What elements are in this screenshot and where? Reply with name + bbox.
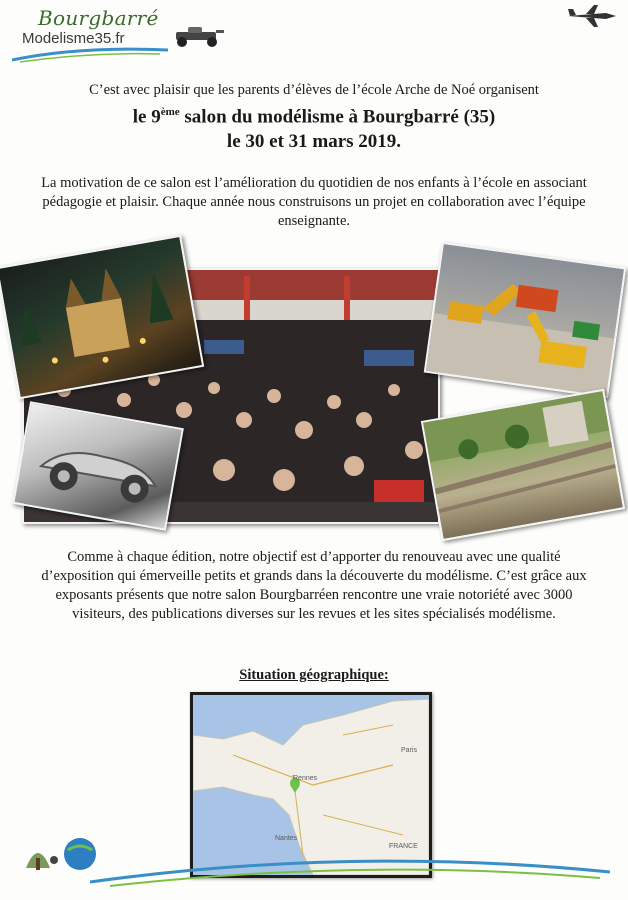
logo-title: Bourgbarré xyxy=(38,6,159,30)
objective-paragraph: Comme à chaque édition, notre objectif est d’apporter du renouveau avec une qualité d’exposition qui émerveille petits et grands dans la découverte du modélisme. C’est grâce aux exposants présents que notre salon Bourgbarréen rencontre une vraie notoriété avec 3000 visiteurs, des publications diverses sur les revues et les sites spécialisés modélisme. xyxy=(41,549,587,622)
logo-swoosh-icon xyxy=(10,42,170,64)
event-headline xyxy=(0,101,628,128)
intro-section xyxy=(0,82,628,153)
club-logo[interactable] xyxy=(10,4,160,60)
jet-plane-icon xyxy=(566,4,618,28)
headline-prefix: le 9 xyxy=(132,106,161,128)
page-header xyxy=(0,0,628,70)
intro-line: C’est avec plaisir que les parents d’élèves de l’école Arche de Noé organisent xyxy=(89,82,539,98)
logo-subtitle: Modelisme35.fr xyxy=(22,30,125,47)
map-label-nantes: Nantes xyxy=(275,835,298,842)
map-label-rennes: Rennes xyxy=(293,775,318,782)
school-logo-icon xyxy=(18,828,98,878)
race-car-icon xyxy=(168,24,226,48)
location-map[interactable] xyxy=(190,692,432,878)
footer-swoosh-icon xyxy=(90,852,610,892)
photo-collage xyxy=(0,244,628,536)
headline-rest: salon du modélisme à Bourgbarré (35) xyxy=(179,106,496,128)
motivation-paragraph: La motivation de ce salon est l’amélioration du quotidien de nos enfants à l’école en associant pédagogie et plaisir. Chaque année nous construisons un projet en collaboration avec l’équipe enseignante. xyxy=(41,175,587,229)
excavator-illustration xyxy=(426,244,624,396)
construction-models-photo xyxy=(424,242,627,399)
map-label-paris: Paris xyxy=(401,747,417,754)
railway-diorama-photo xyxy=(421,389,625,541)
map-label-france: FRANCE xyxy=(389,843,418,850)
event-dates: le 30 et 31 mars 2019. xyxy=(226,131,402,153)
headline-sup: ème xyxy=(160,106,180,118)
landscape-illustration xyxy=(423,391,623,539)
location-title: Situation géographique: xyxy=(239,667,389,683)
